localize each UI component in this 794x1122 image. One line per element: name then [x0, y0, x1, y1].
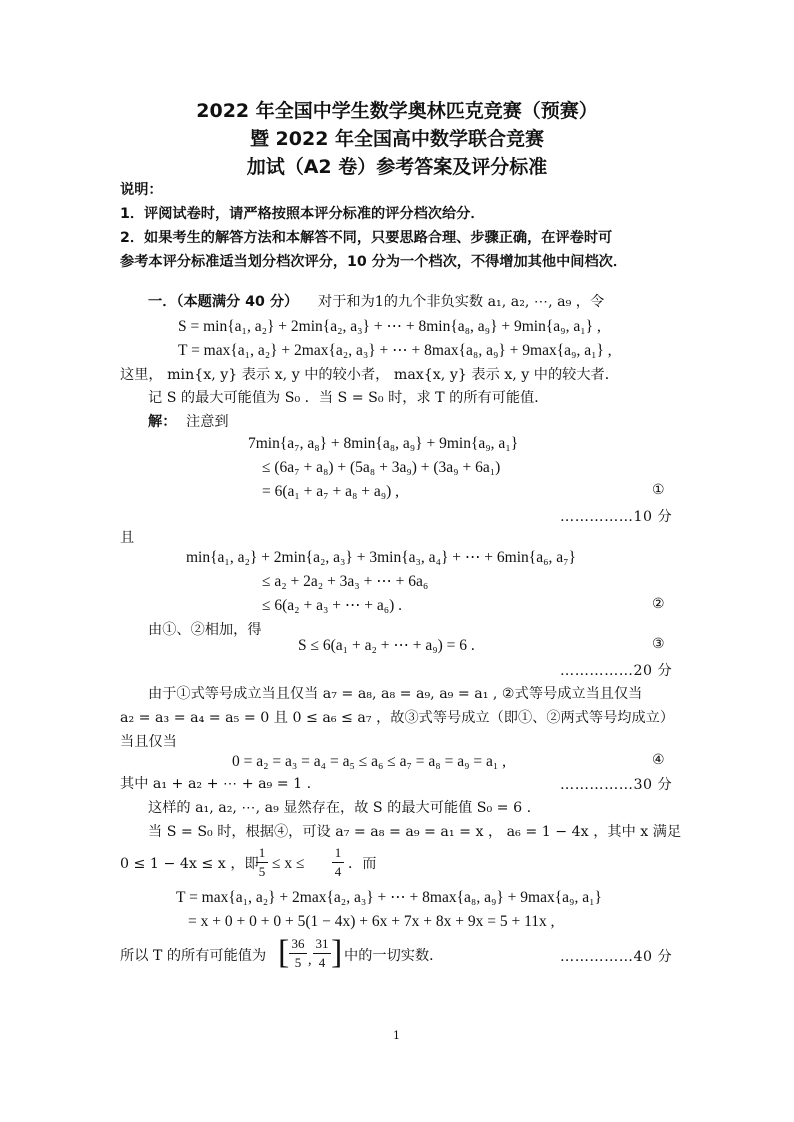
fraction-36-5	[289, 936, 307, 971]
equation-5a: T = max{a₁, a₂} + 2max{a₂, a₃} + ⋯ + 8max{a₈, a₉} + 9max{a₉, a₁}	[176, 889, 602, 906]
minmax-explanation: 这里， min{x, y} 表示 x, y 中的较小者， max{x, y} 表示 x, y 中的较大者．	[120, 367, 619, 383]
solution-label: 解：	[148, 414, 177, 430]
score-20: ……………20 分	[560, 663, 673, 679]
equation-1c: = 6(a₁ + a₇ + a₈ + a₉) ,	[262, 483, 400, 500]
paragraph-5: 这样的 a₁, a₂, ⋯, a₉ 显然存在，故 S 的最大可能值 S₀ = 6 .	[148, 800, 532, 816]
equation-1b: ≤ (6a₇ + a₈) + (5a₈ + 3a₉) + (3a₉ + 6a₁)	[262, 459, 501, 476]
paragraph-7c: ．而	[348, 856, 377, 872]
equation-4: 0 = a₂ = a₃ = a₄ = a₅ ≤ a₆ ≤ a₇ = a₈ = a₉ = a₁ ,	[232, 753, 507, 770]
fraction-31-4	[313, 936, 331, 971]
fraction-denominator: 4	[318, 955, 326, 970]
problem-question: 记 S 的最大可能值为 S₀ ．当 S = S₀ 时，求 T 的所有可能值．	[148, 390, 549, 406]
equation-1a: 7min{a₇, a₈} + 8min{a₈, a₉} + 9min{a₉, a₁}	[248, 435, 519, 452]
equation-5b: = x + 0 + 0 + 0 + 5(1 − 4x) + 6x + 7x + 8x + 9x = 5 + 11x ,	[188, 913, 555, 930]
fraction-numerator: 1	[258, 845, 266, 860]
fraction-one-fourth	[332, 845, 344, 880]
problem-statement: 对于和为1的九个非负实数 a₁, a₂, ⋯, a₉ ，令	[318, 294, 605, 310]
page-number: 1	[393, 1029, 400, 1042]
sum-statement: 由①、②相加，得	[148, 622, 262, 638]
score-10: ……………10 分	[560, 509, 673, 525]
fraction-numerator: 1	[334, 845, 342, 860]
fraction-denominator: 5	[258, 864, 266, 879]
t-definition: T = max{a₁, a₂} + 2max{a₂, a₃} + ⋯ + 8max{a₈, a₉} + 9max{a₉, a₁} ,	[178, 342, 612, 359]
paragraph-2: a₂ = a₃ = a₄ = a₅ = 0 且 0 ≤ a₆ ≤ a₇ ，故③式等号成立（即①、②两式等号均成立）	[120, 710, 675, 726]
paragraph-4: 其中 a₁ + a₂ + ⋯ + a₉ = 1 .	[120, 776, 312, 792]
fraction-denominator: 4	[334, 864, 342, 879]
equation-3: S ≤ 6(a₁ + a₂ + ⋯ + a₉) = 6 .	[298, 637, 475, 654]
title-line-3: 加试（A2 卷）参考答案及评分标准	[246, 156, 548, 178]
conclusion-prefix: 所以 T 的所有可能值为	[120, 948, 267, 964]
fraction-one-fifth	[256, 845, 268, 880]
conjunction-and: 且	[120, 530, 135, 546]
score-40: ……………40 分	[560, 949, 673, 965]
note-2a: 2．如果考生的解答方法和本解答不同，只要思路合理、步骤正确，在评卷时可	[120, 230, 613, 246]
problem-label: 一．（本题满分 40 分）	[148, 294, 299, 310]
equation-mark-4: ④	[652, 752, 665, 768]
left-bracket: [	[278, 934, 290, 971]
conclusion-suffix: 中的一切实数．	[344, 948, 444, 964]
equation-mark-2: ②	[652, 596, 665, 612]
fraction-denominator: 5	[294, 955, 302, 970]
s-definition: S = min{a₁, a₂} + 2min{a₂, a₃} + ⋯ + 8min{a₈, a₉} + 9min{a₉, a₁} ,	[178, 318, 601, 335]
paragraph-1: 由于①式等号成立当且仅当 a₇ = a₈, a₈ = a₉, a₉ = a₁ , ②式等号成立当且仅当	[148, 686, 643, 702]
paragraph-7a: 0 ≤ 1 − 4x ≤ x ，即	[120, 856, 259, 872]
score-30: ……………30 分	[560, 777, 673, 793]
paragraph-3: 当且仅当	[120, 734, 177, 750]
inequality-x: ≤ x ≤	[272, 855, 305, 872]
equation-mark-1: ①	[652, 482, 665, 498]
note-2b: 参考本评分标准适当划分档次评分，10 分为一个档次，不得增加其他中间档次．	[120, 254, 628, 270]
notes-heading: 说明：	[120, 182, 163, 198]
title-line-1: 2022 年全国中学生数学奥林匹克竞赛（预赛）	[196, 100, 598, 122]
fraction-numerator: 31	[315, 936, 329, 951]
interval-comma: ,	[308, 952, 312, 968]
title-line-2: 暨 2022 年全国高中数学联合竞赛	[249, 128, 545, 150]
note-1: 1．评阅试卷时，请严格按照本评分标准的评分档次给分．	[120, 206, 485, 222]
equation-2a: min{a₁, a₂} + 2min{a₂, a₃} + 3min{a₃, a₄} + ⋯ + 6min{a₆, a₇}	[186, 549, 576, 566]
equation-2b: ≤ a₂ + 2a₂ + 3a₃ + ⋯ + 6a₆	[262, 573, 429, 590]
fraction-numerator: 36	[291, 936, 305, 951]
solution-note: 注意到	[186, 414, 229, 430]
equation-mark-3: ③	[652, 636, 665, 652]
right-bracket: ]	[331, 934, 343, 971]
equation-2c: ≤ 6(a₂ + a₃ + ⋯ + a₆) .	[262, 597, 403, 614]
paragraph-6: 当 S = S₀ 时，根据④，可设 a₇ = a₈ = a₉ = a₁ = x ， a₆ = 1 − 4x ，其中 x 满足	[148, 824, 682, 840]
